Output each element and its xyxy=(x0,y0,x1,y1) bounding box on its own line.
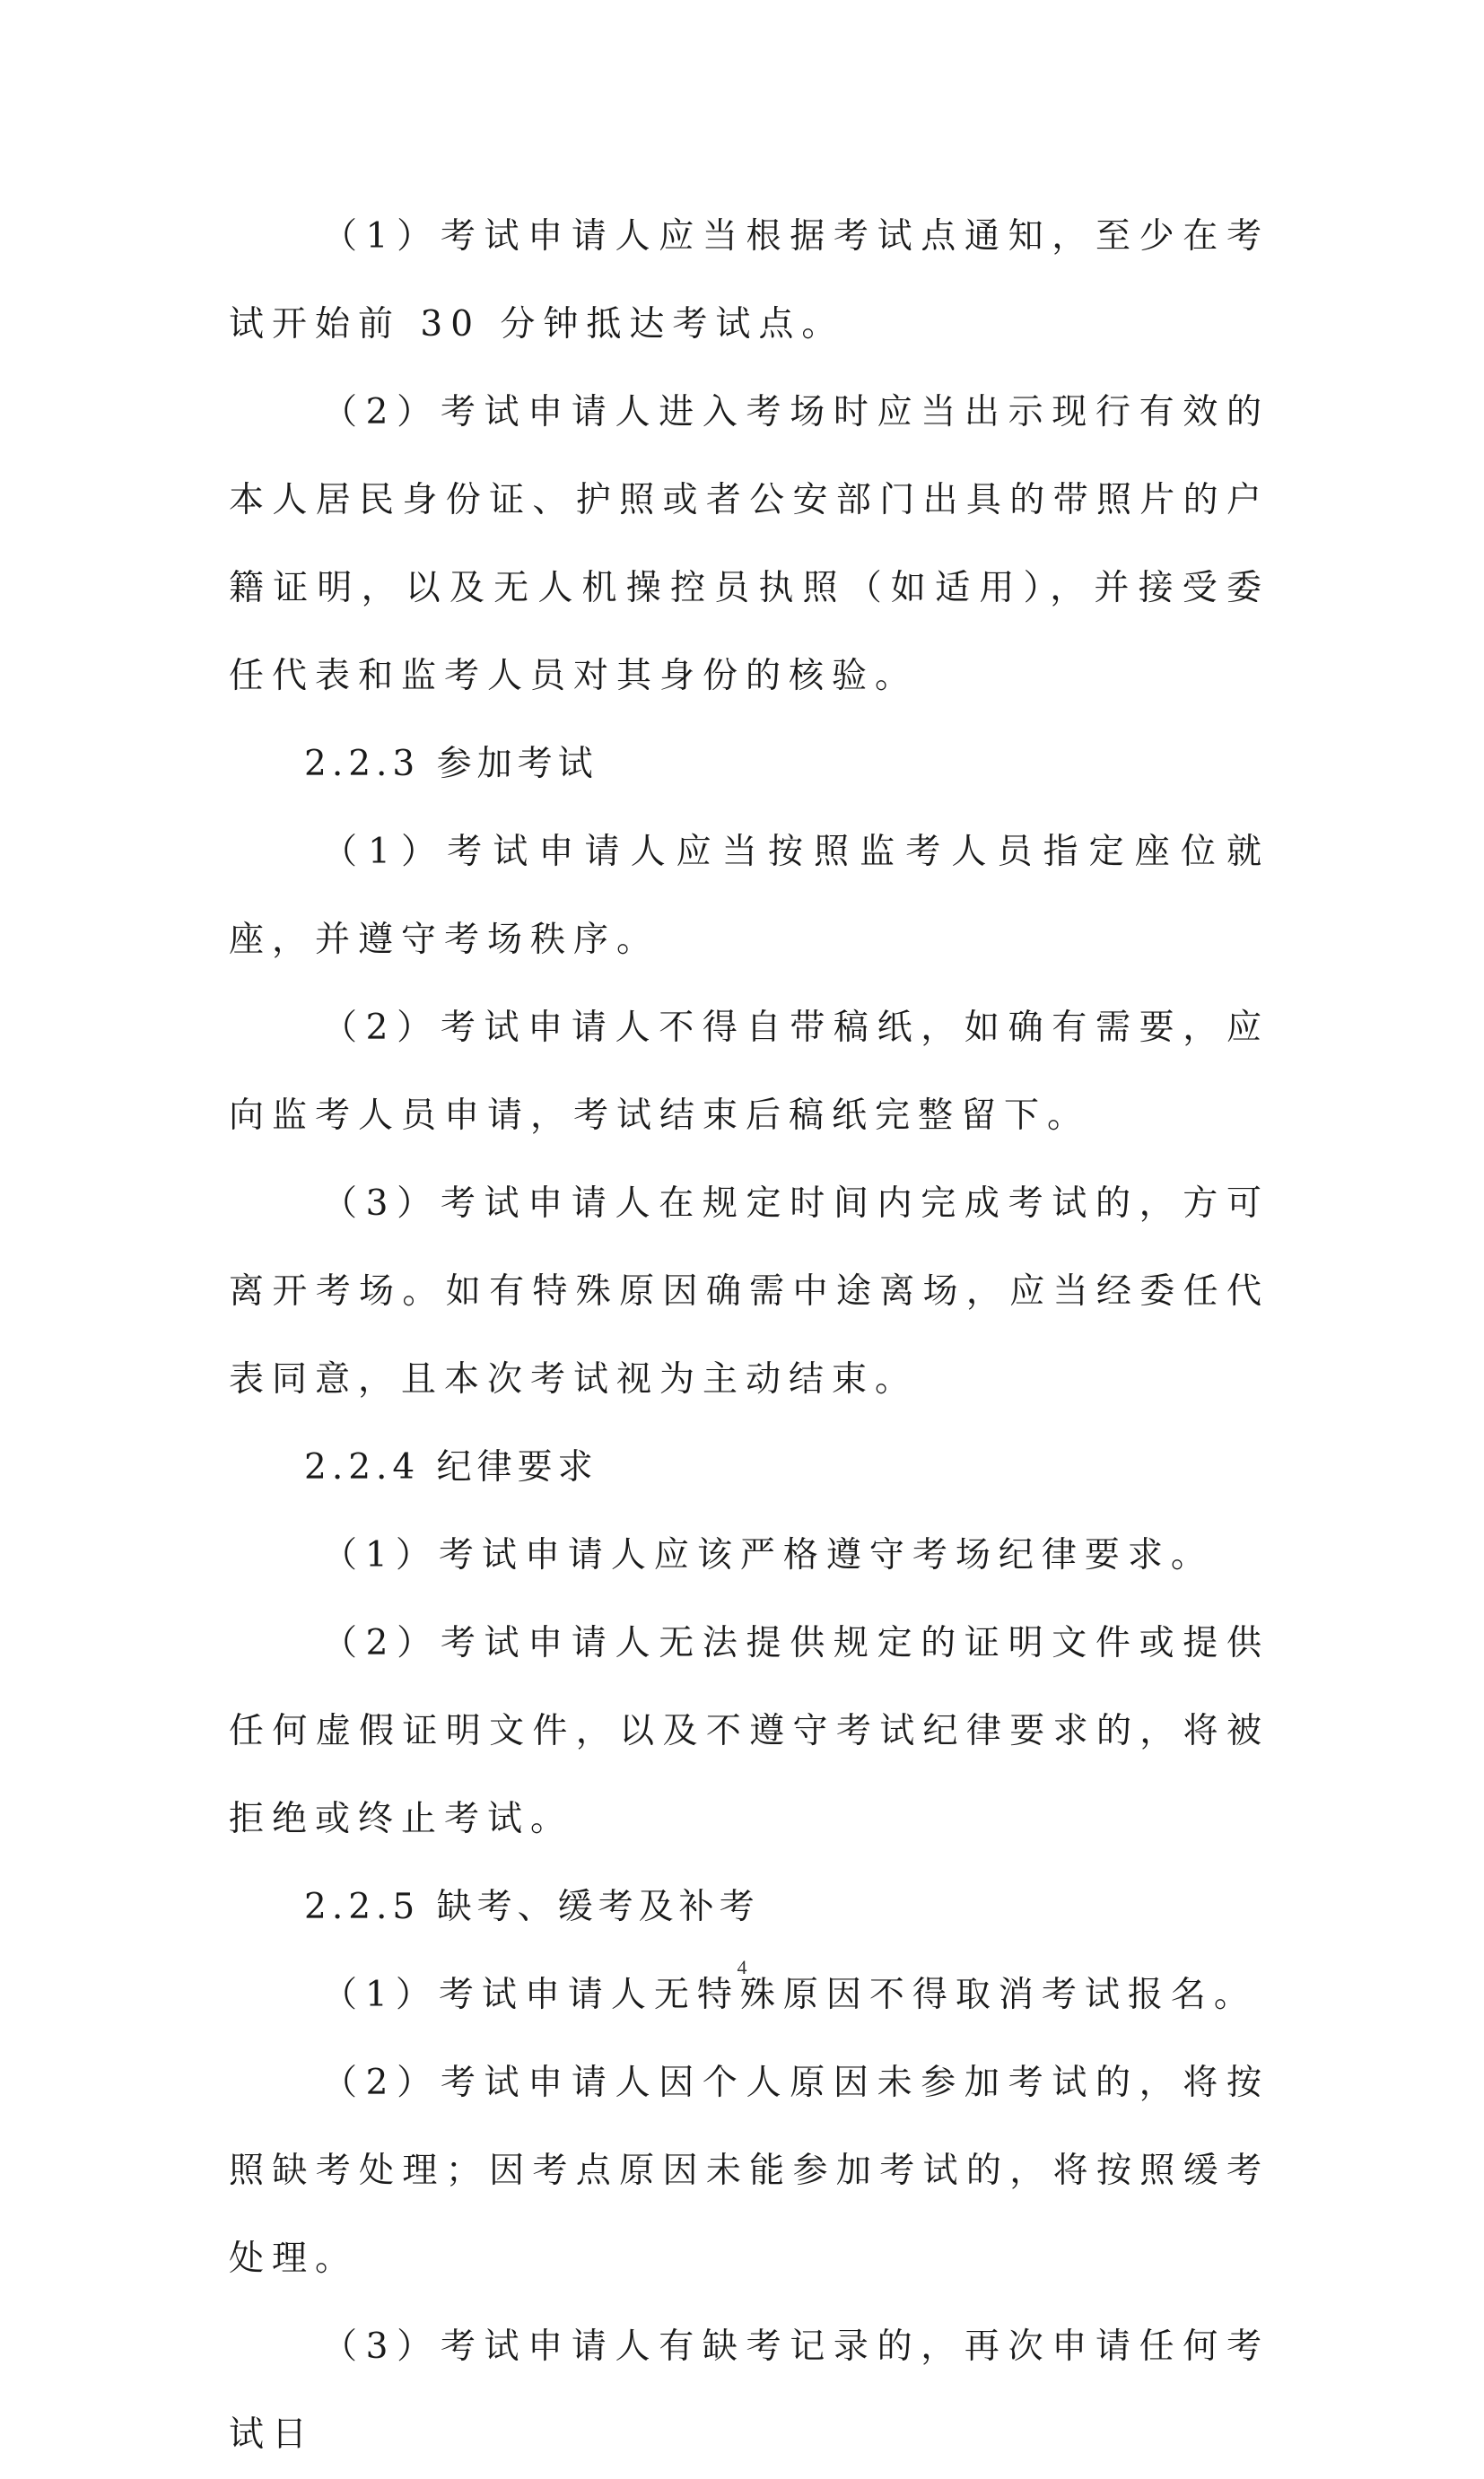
document-body xyxy=(229,193,1270,2479)
section-heading: 2.2.5 缺考、缓考及补考 xyxy=(304,1887,760,1927)
paragraph: （2）考试申请人不得自带稿纸，如确有需要，应向监考人员申请，考试结束后稿纸完整留下。 xyxy=(229,1008,1270,1136)
section-heading: 2.2.4 纪律要求 xyxy=(304,1447,598,1488)
paragraph: （3）考试申请人有缺考记录的，再次申请任何考试日 xyxy=(229,2326,1270,2455)
section-heading: 2.2.3 参加考试 xyxy=(304,744,598,784)
paragraph: （3）考试申请人在规定时间内完成考试的，方可离开考场。如有特殊原因确需中途离场，应当经委任代表同意，且本次考试视为主动结束。 xyxy=(229,1183,1270,1400)
page-number: 4 xyxy=(737,1956,747,1978)
paragraph: （1）考试申请人无特殊原因不得取消考试报名。 xyxy=(322,1975,1257,2015)
paragraph: （1）考试申请人应当按照监考人员指定座位就座，并遵守考场秩序。 xyxy=(229,832,1270,960)
paragraph: （2）考试申请人因个人原因未参加考试的，将按照缺考处理；因考点原因未能参加考试的，将按照缓考处理。 xyxy=(229,2063,1270,2279)
paragraph: （2）考试申请人无法提供规定的证明文件或提供任何虚假证明文件，以及不遵守考试纪律要求的，将被拒绝或终止考试。 xyxy=(229,1623,1270,1839)
paragraph: （1）考试申请人应当根据考试点通知，至少在考试开始前 30 分钟抵达考试点。 xyxy=(229,216,1270,345)
paragraph: （2）考试申请人进入考场时应当出示现行有效的本人居民身份证、护照或者公安部门出具的带照片的户籍证明，以及无人机操控员执照（如适用），并接受委任代表和监考人员对其身份的核验。 xyxy=(229,392,1270,696)
paragraph: （1）考试申请人应该严格遵守考场纪律要求。 xyxy=(322,1535,1214,1576)
